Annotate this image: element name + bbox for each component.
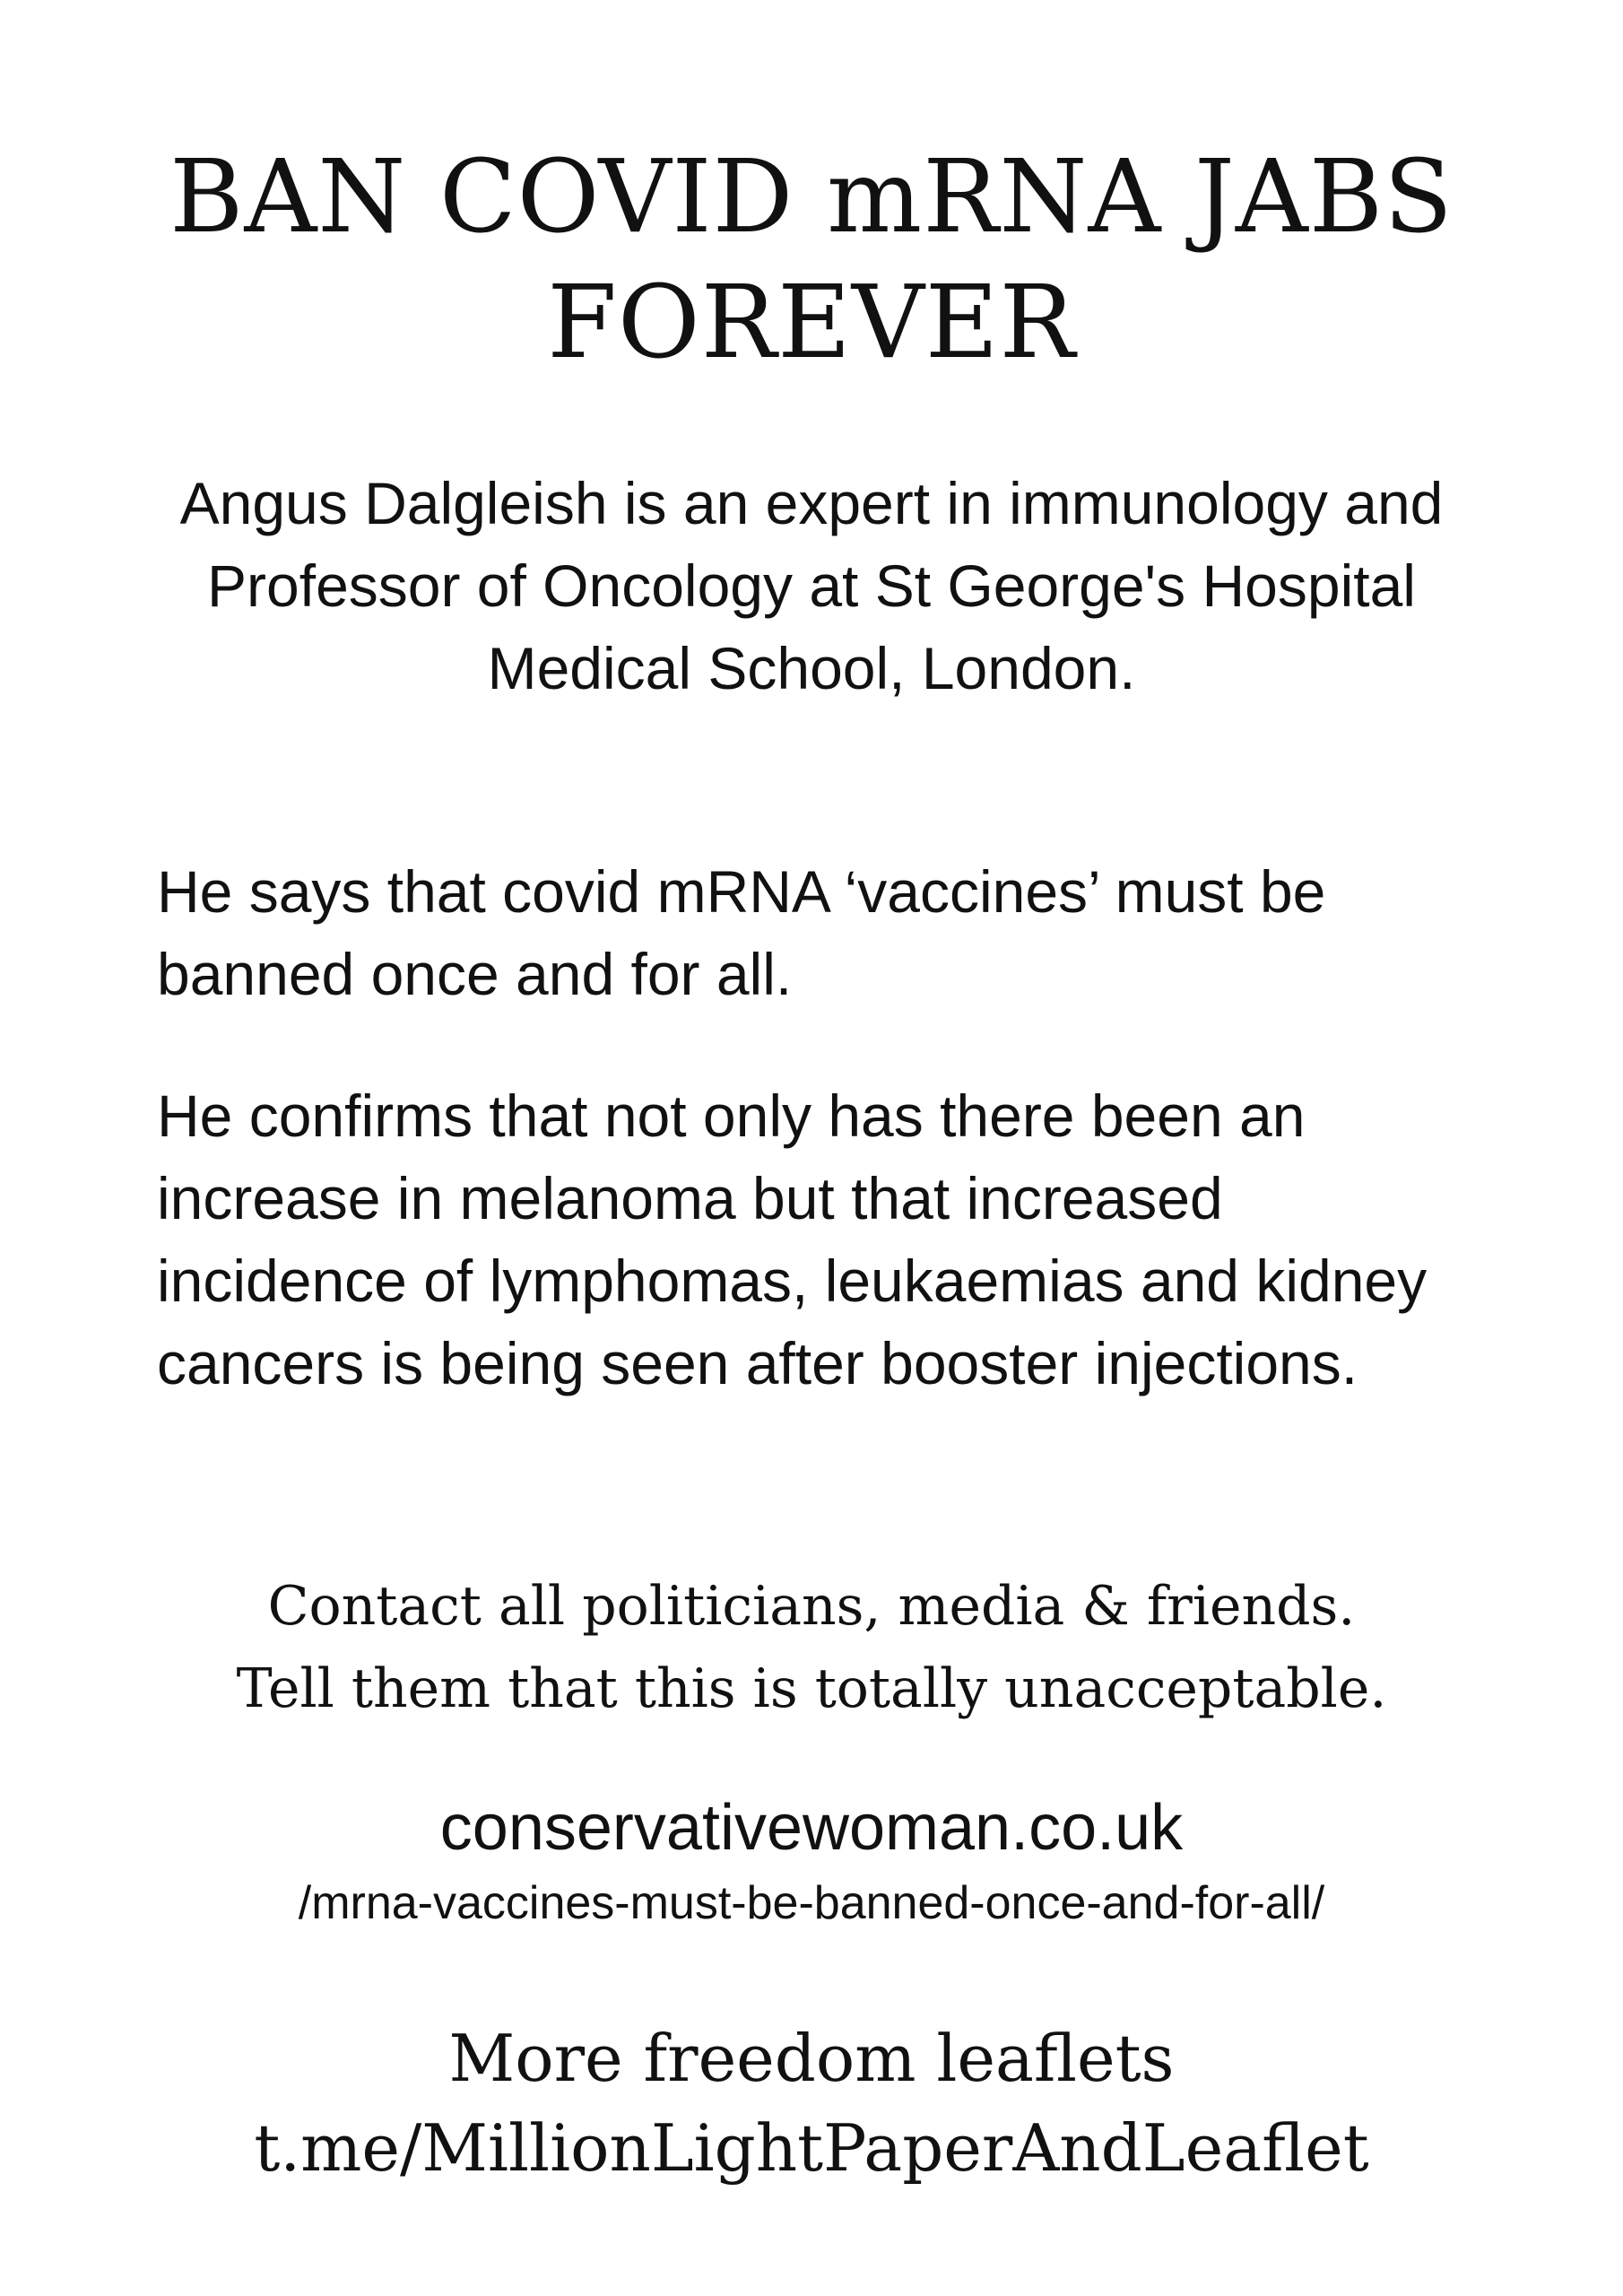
title-line-1: BAN COVID mRNA JABS [169, 139, 1454, 256]
call-to-action [0, 1565, 1623, 1730]
intro-paragraph: Angus Dalgleish is an expert in immunology and Professor of Oncology at St George's Hospital Medical School, London. [179, 470, 1444, 701]
more-leaflets [0, 2013, 1623, 2193]
leaflet-title [0, 135, 1623, 386]
more-line-1: More freedom leaflets [448, 2021, 1175, 2096]
url-path: /mrna-vaccines-must-be-banned-once-and-for-all/ [298, 1877, 1325, 1929]
telegram-link: t.me/MillionLightPaperAndLeaflet [254, 2110, 1369, 2186]
url-domain: conservativewoman.co.uk [439, 1792, 1184, 1864]
source-url [0, 1785, 1623, 1935]
findings-paragraph: He confirms that not only has there been an increase in melanoma but that increased incidence of lymphomas, leukaemias and kidney cancers is being seen after booster injections. [157, 1083, 1428, 1396]
call-line-1: Contact all politicians, media & friends. [267, 1575, 1356, 1638]
title-line-2: FOREVER [547, 265, 1076, 381]
statement-paragraph: He says that covid mRNA ‘vaccines’ must be banned once and for all. [157, 858, 1326, 1007]
call-line-2: Tell them that this is totally unacceptable. [236, 1657, 1387, 1720]
